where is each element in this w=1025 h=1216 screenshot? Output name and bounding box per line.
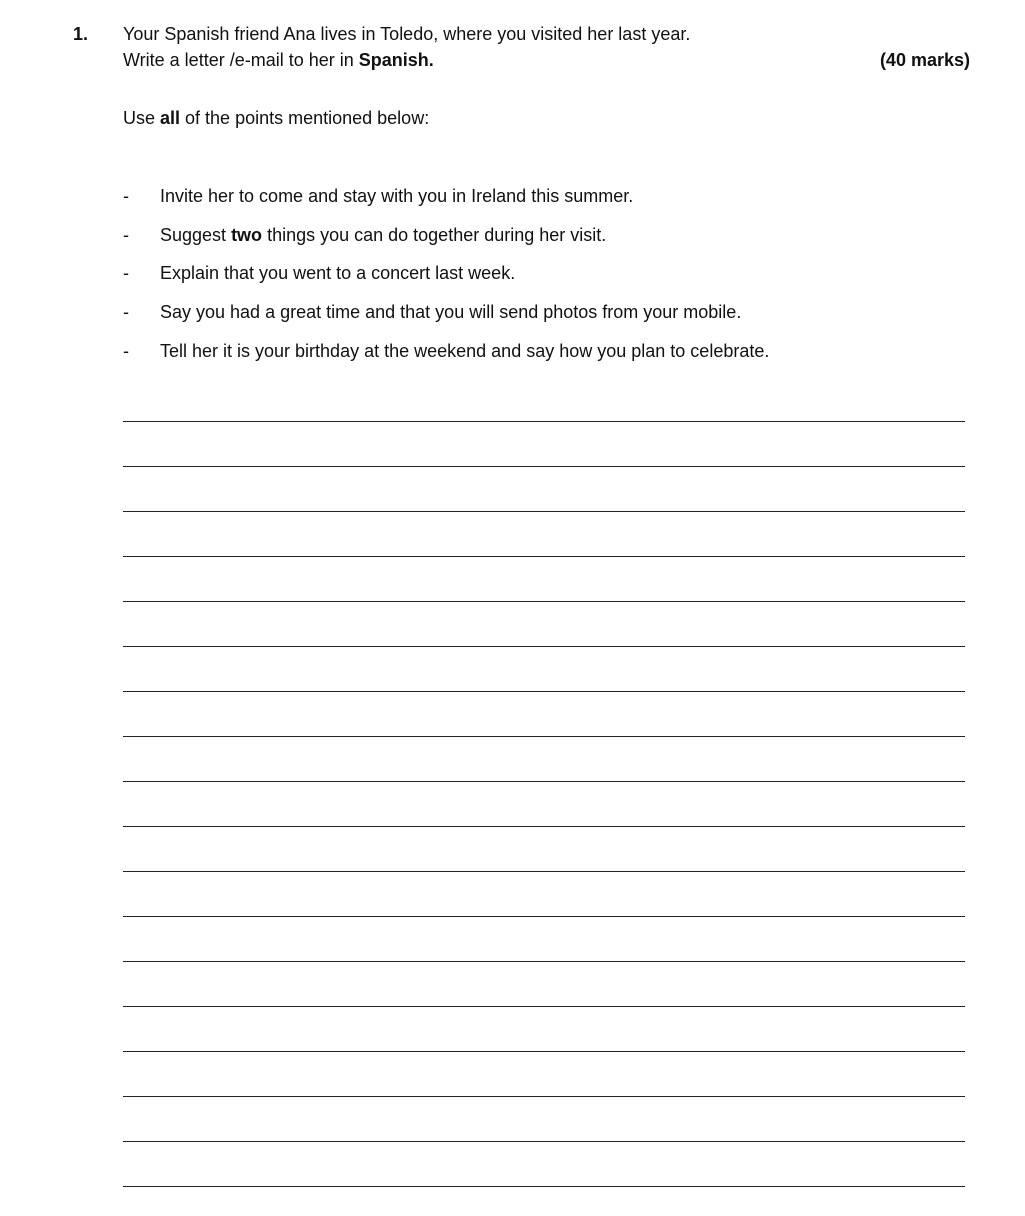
answer-line[interactable] (123, 511, 965, 512)
bullet-dash: - (123, 302, 129, 322)
answer-line[interactable] (123, 826, 965, 827)
answer-line[interactable] (123, 1051, 965, 1052)
answer-line[interactable] (123, 1186, 965, 1187)
bullet-dash: - (123, 341, 129, 361)
bullet-dash: - (123, 263, 129, 283)
bullet-dash: - (123, 225, 129, 245)
instruction-suffix: of the points mentioned below: (180, 108, 430, 128)
bullet-text: Tell her it is your birthday at the weekend and say how you plan to celebrate. (160, 341, 770, 361)
answer-line[interactable] (123, 1096, 965, 1097)
marks-label: (40 marks) (879, 50, 970, 70)
answer-line[interactable] (123, 646, 965, 647)
instruction-prefix: Use (123, 108, 161, 128)
instruction-bold: all (160, 108, 181, 128)
bullet-text: Invite her to come and stay with you in Ireland this summer. (160, 186, 634, 206)
answer-line[interactable] (123, 1141, 965, 1142)
answer-line[interactable] (123, 871, 965, 872)
bullet-text-prefix: Suggest (160, 225, 232, 245)
bullet-text (160, 225, 606, 246)
answer-line[interactable] (123, 1006, 965, 1007)
answer-line[interactable] (123, 916, 965, 917)
bullet-text-bold: two (231, 225, 263, 245)
bullet-text-suffix: things you can do together during her visit. (262, 225, 607, 245)
prompt-language: Spanish. (358, 50, 434, 70)
answer-line[interactable] (123, 421, 965, 422)
bullet-text: Say you had a great time and that you will send photos from your mobile. (160, 302, 742, 322)
answer-line[interactable] (123, 691, 965, 692)
answer-line[interactable] (123, 466, 965, 467)
bullet-dash: - (123, 186, 129, 206)
bullet-text: Explain that you went to a concert last week. (160, 263, 516, 283)
question-prompt-line-2 (123, 50, 434, 71)
answer-line[interactable] (123, 556, 965, 557)
instruction-text (123, 108, 429, 129)
question-prompt-line-1: Your Spanish friend Ana lives in Toledo, where you visited her last year. (123, 24, 691, 44)
answer-line[interactable] (123, 961, 965, 962)
question-number: 1. (73, 24, 89, 44)
answer-line[interactable] (123, 781, 965, 782)
answer-line[interactable] (123, 736, 965, 737)
prompt-text: Write a letter /e-mail to her in (123, 50, 359, 70)
answer-line[interactable] (123, 601, 965, 602)
